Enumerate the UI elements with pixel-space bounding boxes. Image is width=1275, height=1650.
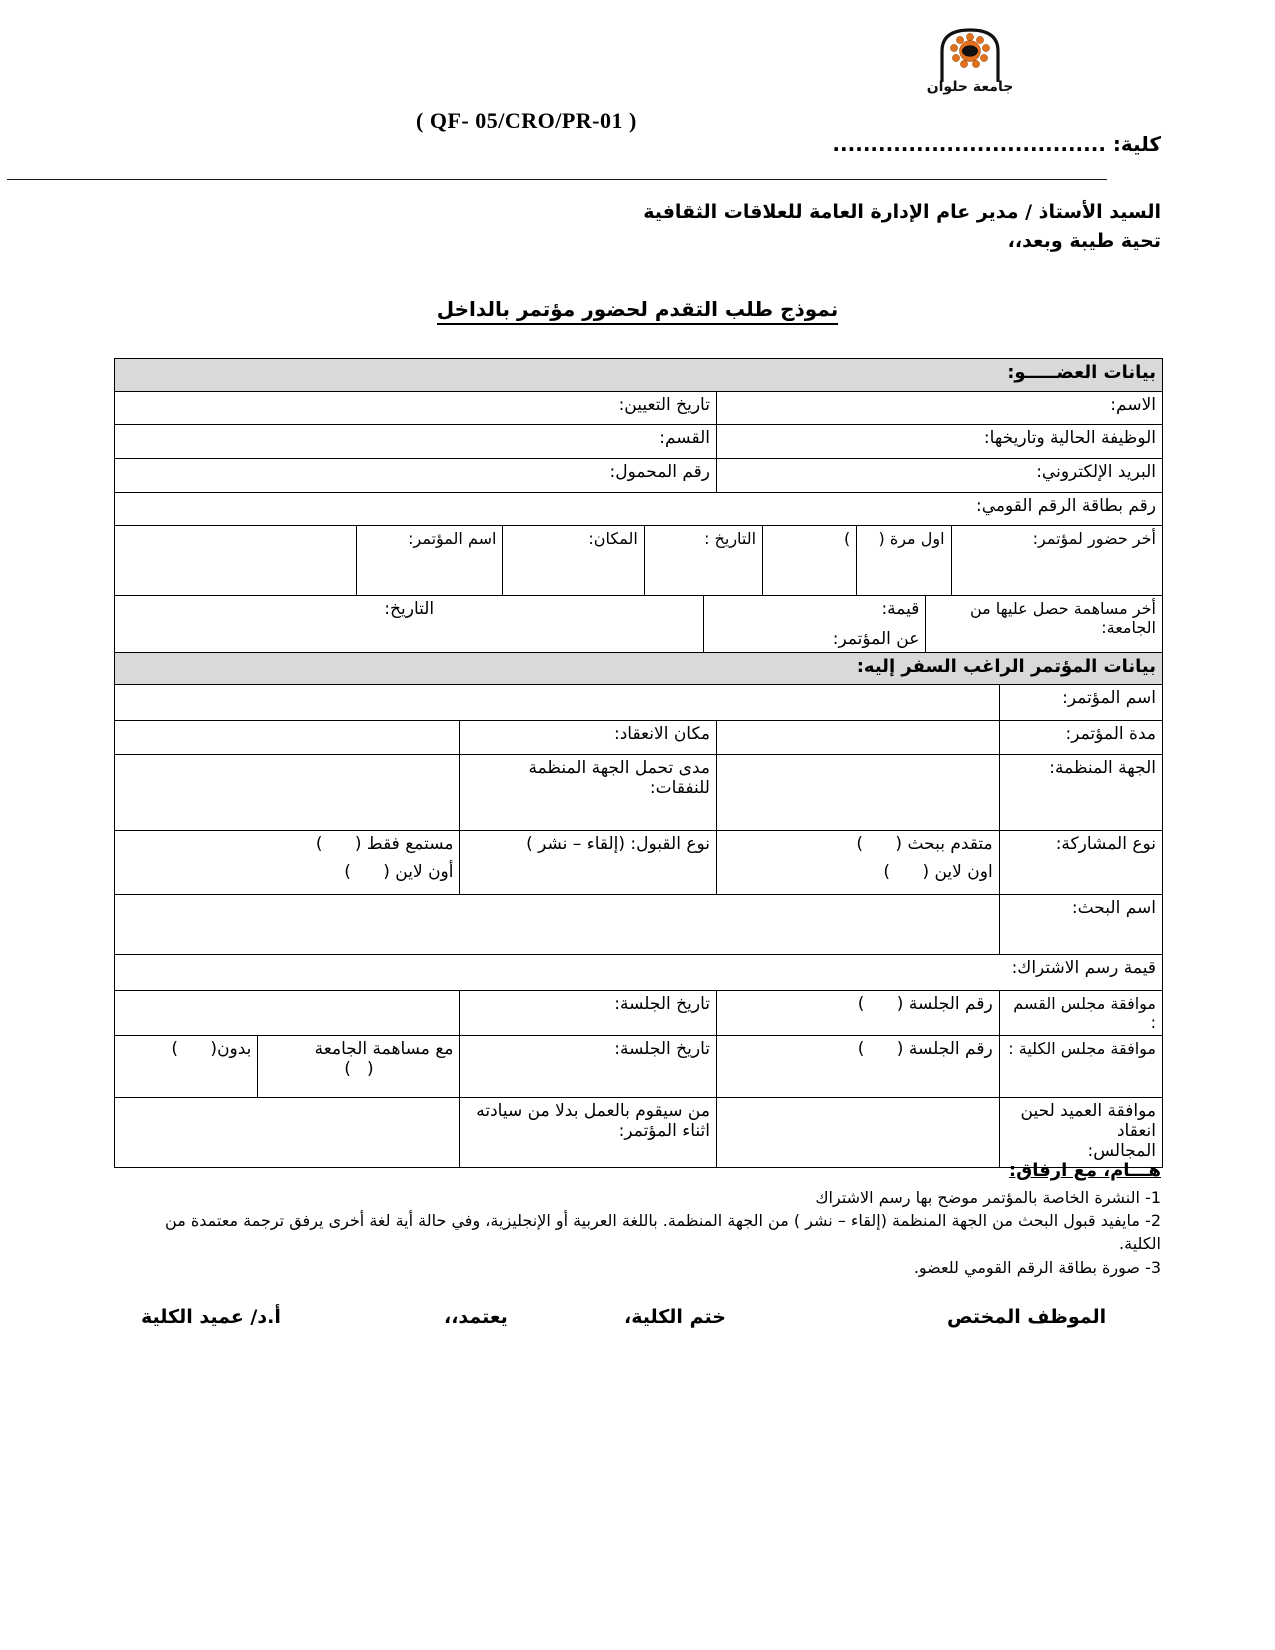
contribution-value-cell bbox=[703, 596, 925, 652]
venue-value-cell bbox=[115, 721, 459, 754]
contribution-value-label: قيمة: bbox=[881, 599, 920, 619]
with-contribution-label: مع مساهمة الجامعة bbox=[314, 1039, 454, 1059]
participation-label: نوع المشاركة: bbox=[999, 831, 1162, 894]
last-conf-date-label: التاريخ : bbox=[644, 526, 762, 595]
application-form-table bbox=[114, 358, 1163, 1168]
logo-text: جامعة حلوان bbox=[926, 79, 1014, 95]
fee-label: قيمة رسم الاشتراك: bbox=[1011, 958, 1156, 978]
note-item-2: 2- مايفيد قبول البحث من الجهة المنظمة (إلقاء – نشر ) من الجهة المنظمة. باللغة العربية أو الإنجليزية، وفي حالة أية لغة أخرى يرفق ترجمة معتمدة من الكلية. bbox=[165, 1211, 1161, 1254]
venue-label: مكان الانعقاد: bbox=[459, 721, 716, 754]
first-time-option: اول مرة ( bbox=[856, 526, 950, 595]
duration-label: مدة المؤتمر: bbox=[999, 721, 1162, 754]
participation-online-option1: اون لاين ( ) bbox=[883, 862, 993, 882]
faculty-council-label: موافقة مجلس الكلية : bbox=[999, 1036, 1162, 1097]
salutation bbox=[643, 198, 1161, 257]
conf-name-value-cell bbox=[115, 685, 999, 720]
job-label: الوظيفة الحالية وتاريخها: bbox=[716, 425, 1162, 458]
notes-header: هـــام، مع ارفاق: bbox=[1008, 1160, 1161, 1181]
conf-name-label: اسم المؤتمر: bbox=[999, 685, 1162, 720]
dept-session-date-label: تاريخ الجلسة: bbox=[459, 991, 716, 1035]
contribution-date-label: التاريخ: bbox=[384, 599, 435, 619]
salutation-line2: تحية طيبة وبعد،، bbox=[1007, 230, 1161, 253]
last-conference-label: أخر حضور لمؤتمر: bbox=[951, 526, 1162, 595]
signature-stamp: ختم الكلية، bbox=[624, 1306, 726, 1328]
with-contribution-cell bbox=[257, 1036, 459, 1097]
email-label: البريد الإلكتروني: bbox=[716, 459, 1162, 492]
member-section-header: بيانات العضـــــو: bbox=[115, 359, 1162, 391]
note-item-3: 3- صورة بطاقة الرقم القومي للعضو. bbox=[913, 1257, 1161, 1277]
duration-value-cell bbox=[716, 721, 999, 754]
substitute-label: من سيقوم بالعمل بدلا من سيادته اثناء المؤتمر: bbox=[459, 1098, 716, 1167]
last-contribution-label-line2: الجامعة: bbox=[1101, 618, 1156, 637]
note-item-1: 1- النشرة الخاصة بالمؤتمر موضح بها رسم الاشتراك bbox=[815, 1188, 1161, 1208]
national-id-label: رقم بطاقة الرقم القومي: bbox=[976, 496, 1156, 516]
dean-approval-value-cell bbox=[716, 1098, 999, 1167]
faculty-session-no-label: رقم الجلسة ( ) bbox=[716, 1036, 999, 1097]
without-contribution-cell: بدون( ) bbox=[171, 1039, 252, 1059]
dean-approval-line2: المجالس: bbox=[1087, 1141, 1156, 1161]
hire-date-label: تاريخ التعيين: bbox=[618, 395, 710, 415]
last-conf-place-label: المكان: bbox=[502, 526, 643, 595]
last-contribution-label-line1: أخر مساهمة حصل عليها من bbox=[969, 599, 1156, 618]
substitute-value-cell bbox=[115, 1098, 459, 1167]
org-expenses-value-cell bbox=[115, 755, 459, 830]
name-label: الاسم: bbox=[716, 392, 1162, 424]
last-conf-name-label: اسم المؤتمر: bbox=[356, 526, 503, 595]
dept-session-value-cell bbox=[115, 991, 459, 1035]
conference-section-header: بيانات المؤتمر الراغب السفر إليه: bbox=[115, 653, 1162, 684]
form-code: ( QF- 05/CRO/PR-01 ) bbox=[416, 108, 637, 133]
faculty-session-date-label: تاريخ الجلسة: bbox=[459, 1036, 716, 1097]
dept-session-no-label: رقم الجلسة ( ) bbox=[716, 991, 999, 1035]
research-title-value-cell bbox=[115, 895, 999, 954]
participation-listener-option: مستمع فقط ( ) bbox=[315, 834, 454, 854]
research-title-label: اسم البحث: bbox=[999, 895, 1162, 954]
org-expenses-label: مدى تحمل الجهة المنظمة للنفقات: bbox=[459, 755, 716, 830]
last-contribution-label bbox=[925, 596, 1162, 652]
with-contribution-paren: ( ) bbox=[344, 1059, 374, 1079]
notes-section bbox=[133, 1158, 1161, 1279]
mobile-label: رقم المحمول: bbox=[609, 462, 710, 482]
signature-approve: يعتمد،، bbox=[444, 1306, 508, 1328]
department-label: القسم: bbox=[659, 428, 710, 448]
organizer-value-cell bbox=[716, 755, 999, 830]
participation-research-cell bbox=[716, 831, 999, 894]
header-divider bbox=[7, 179, 1107, 180]
participation-research-option: متقدم ببحث ( ) bbox=[856, 834, 993, 854]
form-title-wrap bbox=[114, 297, 1161, 321]
signature-dean: أ.د/ عميد الكلية bbox=[141, 1306, 281, 1328]
participation-listener-cell bbox=[115, 831, 459, 894]
form-title: نموذج طلب التقدم لحضور مؤتمر بالداخل bbox=[437, 297, 838, 325]
acceptance-label: نوع القبول: (إلقاء – نشر ) bbox=[459, 831, 716, 894]
signatures-row bbox=[0, 1306, 1275, 1346]
first-time-paren: ) bbox=[762, 526, 856, 595]
dean-approval-label bbox=[999, 1098, 1162, 1167]
dean-approval-line1: موافقة العميد لحين انعقاد bbox=[1020, 1101, 1156, 1141]
faculty-line: كلية: .................................... bbox=[832, 132, 1161, 156]
contribution-about-label: عن المؤتمر: bbox=[832, 629, 920, 649]
helwan-logo-graphic bbox=[926, 24, 1014, 102]
organizer-label: الجهة المنظمة: bbox=[999, 755, 1162, 830]
salutation-line1: السيد الأستاذ / مدير عام الإدارة العامة للعلاقات الثقافية bbox=[643, 201, 1161, 223]
last-conf-name-value-cell bbox=[115, 526, 356, 595]
signature-employee: الموظف المختص bbox=[947, 1306, 1107, 1328]
university-logo-icon bbox=[926, 24, 1014, 102]
participation-online-option2: أون لاين ( ) bbox=[344, 862, 454, 882]
dept-council-label: موافقة مجلس القسم : bbox=[999, 991, 1162, 1035]
